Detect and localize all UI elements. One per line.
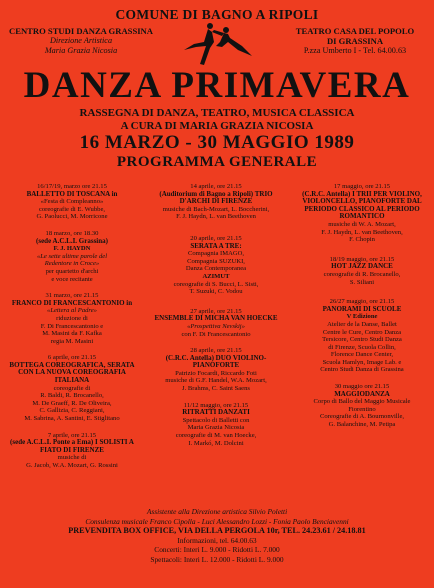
event-line: F. J. Haydn, L. van Beethoven, xyxy=(321,228,403,236)
poster-subtitle: RASSEGNA DI DANZA, TEATRO, MUSICA CLASSICA xyxy=(79,107,355,119)
footer-assistente: Assistente alla Direzione artistica Silvio Poletti xyxy=(146,507,288,516)
event-line: Atelier de la Danse, Ballet xyxy=(327,320,397,328)
event-line: T. Suzuki, C. Vodou xyxy=(189,288,243,296)
event-line: G. Paolucci, M. Morricone xyxy=(36,213,108,221)
event-line: I. Markó, M. Dolcini xyxy=(188,439,244,447)
event-date: 28 aprile, ore 21.15 xyxy=(190,347,242,355)
organizer-right-address: P.zza Umberto I - Tel. 64.00.63 xyxy=(303,46,407,55)
event-line: coreografie di E. Wubbe, xyxy=(38,205,106,213)
event-line: coreografie di xyxy=(53,384,91,392)
footer-consulenza: Consulenza musicale Franco Cipolla - Luci Alessandro Lozzi - Fonia Paolo Benciavenni xyxy=(85,516,349,526)
event-title: (sede A.C.L.I. Grassina) xyxy=(36,236,108,245)
event-title: RITRATTI DANZATI xyxy=(182,408,250,417)
event-entry xyxy=(294,183,430,244)
event-date: 20 aprile, ore 21.15 xyxy=(190,234,242,242)
event-line: Coreografie di A. Bournonville, xyxy=(319,413,405,421)
organizer-left-role: Direzione Artistica xyxy=(49,36,113,45)
event-line: musiche di xyxy=(57,454,87,462)
event-line: Compagnia SUZUKI, xyxy=(187,257,245,265)
event-line: «Lettera al Padre» xyxy=(47,307,97,315)
event-date: 6 aprile, ore 21.15 xyxy=(47,354,97,362)
event-entry xyxy=(294,256,430,286)
event-title: (sede A.C.L.I. Ponte a Ema) I SOLISTI A FIATO DI FIRENZE xyxy=(10,438,134,454)
event-line: Scuola Hamlyn, Image Lab. e xyxy=(322,358,402,366)
event-entry xyxy=(4,230,140,283)
program-column-1 xyxy=(4,183,140,479)
event-line: F. J. HAYDN xyxy=(53,245,91,253)
event-line: F. Di Francescantonio e xyxy=(40,322,104,330)
event-line: C. Gallizia, C. Reggiani, xyxy=(39,407,105,415)
organizer-left-name: CENTRO STUDI DANZA GRASSINA xyxy=(9,26,153,36)
event-line: Centre le Cure, Centro Danza xyxy=(322,328,402,336)
event-date: 14 aprile, ore 21.15 xyxy=(190,183,242,190)
event-entry xyxy=(294,298,430,374)
dancers-silhouette-icon xyxy=(176,20,256,70)
event-line: di Firenze, Scuola Collin, xyxy=(328,343,396,351)
event-line: musiche di W. A. Mozart, xyxy=(328,220,396,228)
footer-informazioni: Informazioni, tel. 64.00.63 xyxy=(177,535,257,545)
event-line: «Le sette ultime parole del xyxy=(36,252,108,260)
organizer-left-person: Maria Grazia Nicosia xyxy=(44,46,118,55)
event-entry xyxy=(148,235,284,296)
event-line: con F. Di Francescantonio xyxy=(181,330,251,338)
event-line: per quartetto d'archi xyxy=(45,267,99,275)
event-date: 27 aprile, ore 21.15 xyxy=(190,307,242,315)
event-line: V Edizione xyxy=(346,313,378,321)
event-line: musiche di G.F. Handel, W.A. Mozart, xyxy=(165,377,267,385)
event-line: Corpo di Ballo del Maggio Musicale xyxy=(313,398,411,406)
event-line: Centro Studi Danza di Grassina xyxy=(320,366,404,374)
event-date: 30 maggio ore 21.15 xyxy=(334,383,390,391)
event-line: M. De Graeff, R. De Oliveira, xyxy=(32,399,112,407)
event-line: Florence Dance Center, xyxy=(330,351,394,359)
event-line: coreografie di S. Bucci, L. Sisti, xyxy=(173,280,259,288)
event-line: «Festa di Compleanno» xyxy=(40,198,104,206)
event-line: coreografie di M. van Hoecke, xyxy=(175,432,257,440)
event-line: Spettacolo di Balletti con xyxy=(182,416,250,424)
event-title: FRANCO DI FRANCESCANTONIO in xyxy=(11,298,133,307)
event-entry xyxy=(4,183,140,221)
organizer-right xyxy=(280,26,430,56)
event-line: riduzione di xyxy=(56,314,88,322)
poster-title: DANZA PRIMAVERA xyxy=(23,65,411,106)
event-line: Tersicore, Centro Studi Danza xyxy=(322,336,402,344)
program-column-2 xyxy=(148,183,284,456)
event-entry xyxy=(148,402,284,448)
comune-heading: COMUNE DI BAGNO A RIPOLI xyxy=(115,7,319,22)
organizer-right-name: TEATRO CASA DEL POPOLO xyxy=(295,26,415,36)
event-date: 7 aprile, ore 21.15 xyxy=(47,431,97,439)
event-line: R. Baldi, R. Brocanello, xyxy=(40,392,104,400)
footer-prevendita: PREVENDITA BOX OFFICE, VIA DELLA PERGOLA 10r, TEL. 24.23.61 / 24.18.81 xyxy=(68,526,366,536)
event-date: 16/17/19, marzo ore 21.15 xyxy=(37,183,107,190)
event-title: SERATA A TRE: xyxy=(190,241,242,250)
poster-dates: 16 MARZO - 30 MAGGIO 1989 xyxy=(79,132,355,153)
event-line: S. Siliani xyxy=(349,278,375,286)
program-column-3 xyxy=(294,183,430,438)
event-date: 18 marzo, ore 18.30 xyxy=(45,229,99,237)
event-title: (C.R.C. Antella) I TRII PER VIOLINO, VIOLONCELLO, PIANOFORTE DAL PERIODO CLASSICO AL PERIODO ROMANTICO xyxy=(302,189,422,221)
event-date: 26/27 maggio, ore 21.15 xyxy=(329,298,395,306)
event-line: M. Sabrina, A. Santini, E. Stiglitano xyxy=(24,415,120,423)
event-line: musiche di Bach-Mozart, L. Boccherini, xyxy=(162,205,270,213)
event-title: (C.R.C. Antella) DUO VIOLINO-PIANOFORTE xyxy=(165,353,267,370)
event-line: Fiorentino xyxy=(348,405,376,413)
event-line: coreografie di R. Brocanello, xyxy=(323,270,401,278)
event-entry xyxy=(4,432,140,470)
event-entry xyxy=(4,354,140,422)
event-line: AZIMUT xyxy=(202,272,230,280)
event-line: regia M. Masini xyxy=(50,337,94,345)
event-entry xyxy=(148,347,284,393)
event-line: M. Masini da F. Kafka xyxy=(42,330,102,338)
event-date: 11/12 maggio, ore 21.15 xyxy=(183,401,249,409)
event-title: BALLETTO DI TOSCANA in xyxy=(26,189,118,198)
event-line: J. Brahms, C. Saint Saens xyxy=(182,385,250,393)
event-title: MAGGIODANZA xyxy=(334,389,390,398)
event-entry xyxy=(148,183,284,221)
programma-heading: PROGRAMMA GENERALE xyxy=(116,154,318,170)
event-line: G. Balanchine, M. Petipa xyxy=(328,421,396,429)
footer-spettacoli: Spettacoli: Interi L. 12.000 - Ridotti L. 9.000 xyxy=(150,554,284,564)
footer-concerti: Concerti: Interi L. 9.000 - Ridotti L. 7.000 xyxy=(154,545,280,555)
event-title: BOTTEGA COREOGRAFICA, SERATA CON LA NUOVA COREOGRAFIA ITALIANA xyxy=(9,360,135,385)
event-title: (Auditorium di Bagno a Ripoli) TRIO D'ARCHI DI FIRENZE xyxy=(159,189,273,206)
organizer-right-place: DI GRASSINA xyxy=(326,36,384,46)
event-title: ENSEMBLE DI MICHA VAN HOECKE xyxy=(154,314,278,323)
event-entry xyxy=(148,308,284,338)
event-title: HOT JAZZ DANCE xyxy=(331,262,393,271)
event-title: PANORAMI DI SCUOLE xyxy=(322,304,402,313)
event-entry xyxy=(4,292,140,345)
event-date: 31 marzo, ore 21.15 xyxy=(45,292,99,300)
event-line: Redentore in Croce» xyxy=(44,260,100,268)
event-date: 17 maggio, ore 21.15 xyxy=(333,183,391,190)
event-line: Maria Grazia Nicosia xyxy=(187,424,245,432)
event-line: e voce recitante xyxy=(51,275,93,283)
poster-curator: A CURA DI MARIA GRAZIA NICOSIA xyxy=(120,120,314,132)
event-line: Patrizio Focardi, Riccardo Foti xyxy=(175,369,257,377)
event-line: «Prospettiva Nevskij» xyxy=(187,322,245,330)
event-line: Danza Contemporanea xyxy=(185,265,247,273)
event-line: F. J. Haydn, L. van Beethoven xyxy=(176,213,256,221)
event-date: 18/19 maggio, ore 21.15 xyxy=(329,255,395,263)
event-line: F. Chopin xyxy=(349,236,375,244)
event-entry xyxy=(294,383,430,429)
event-line: Compagnia IMAGO, xyxy=(187,250,245,258)
event-line: G. Jacob, W.A. Mozart, G. Rossini xyxy=(26,462,118,469)
poster-footer xyxy=(0,507,434,565)
organizer-left xyxy=(6,26,156,56)
